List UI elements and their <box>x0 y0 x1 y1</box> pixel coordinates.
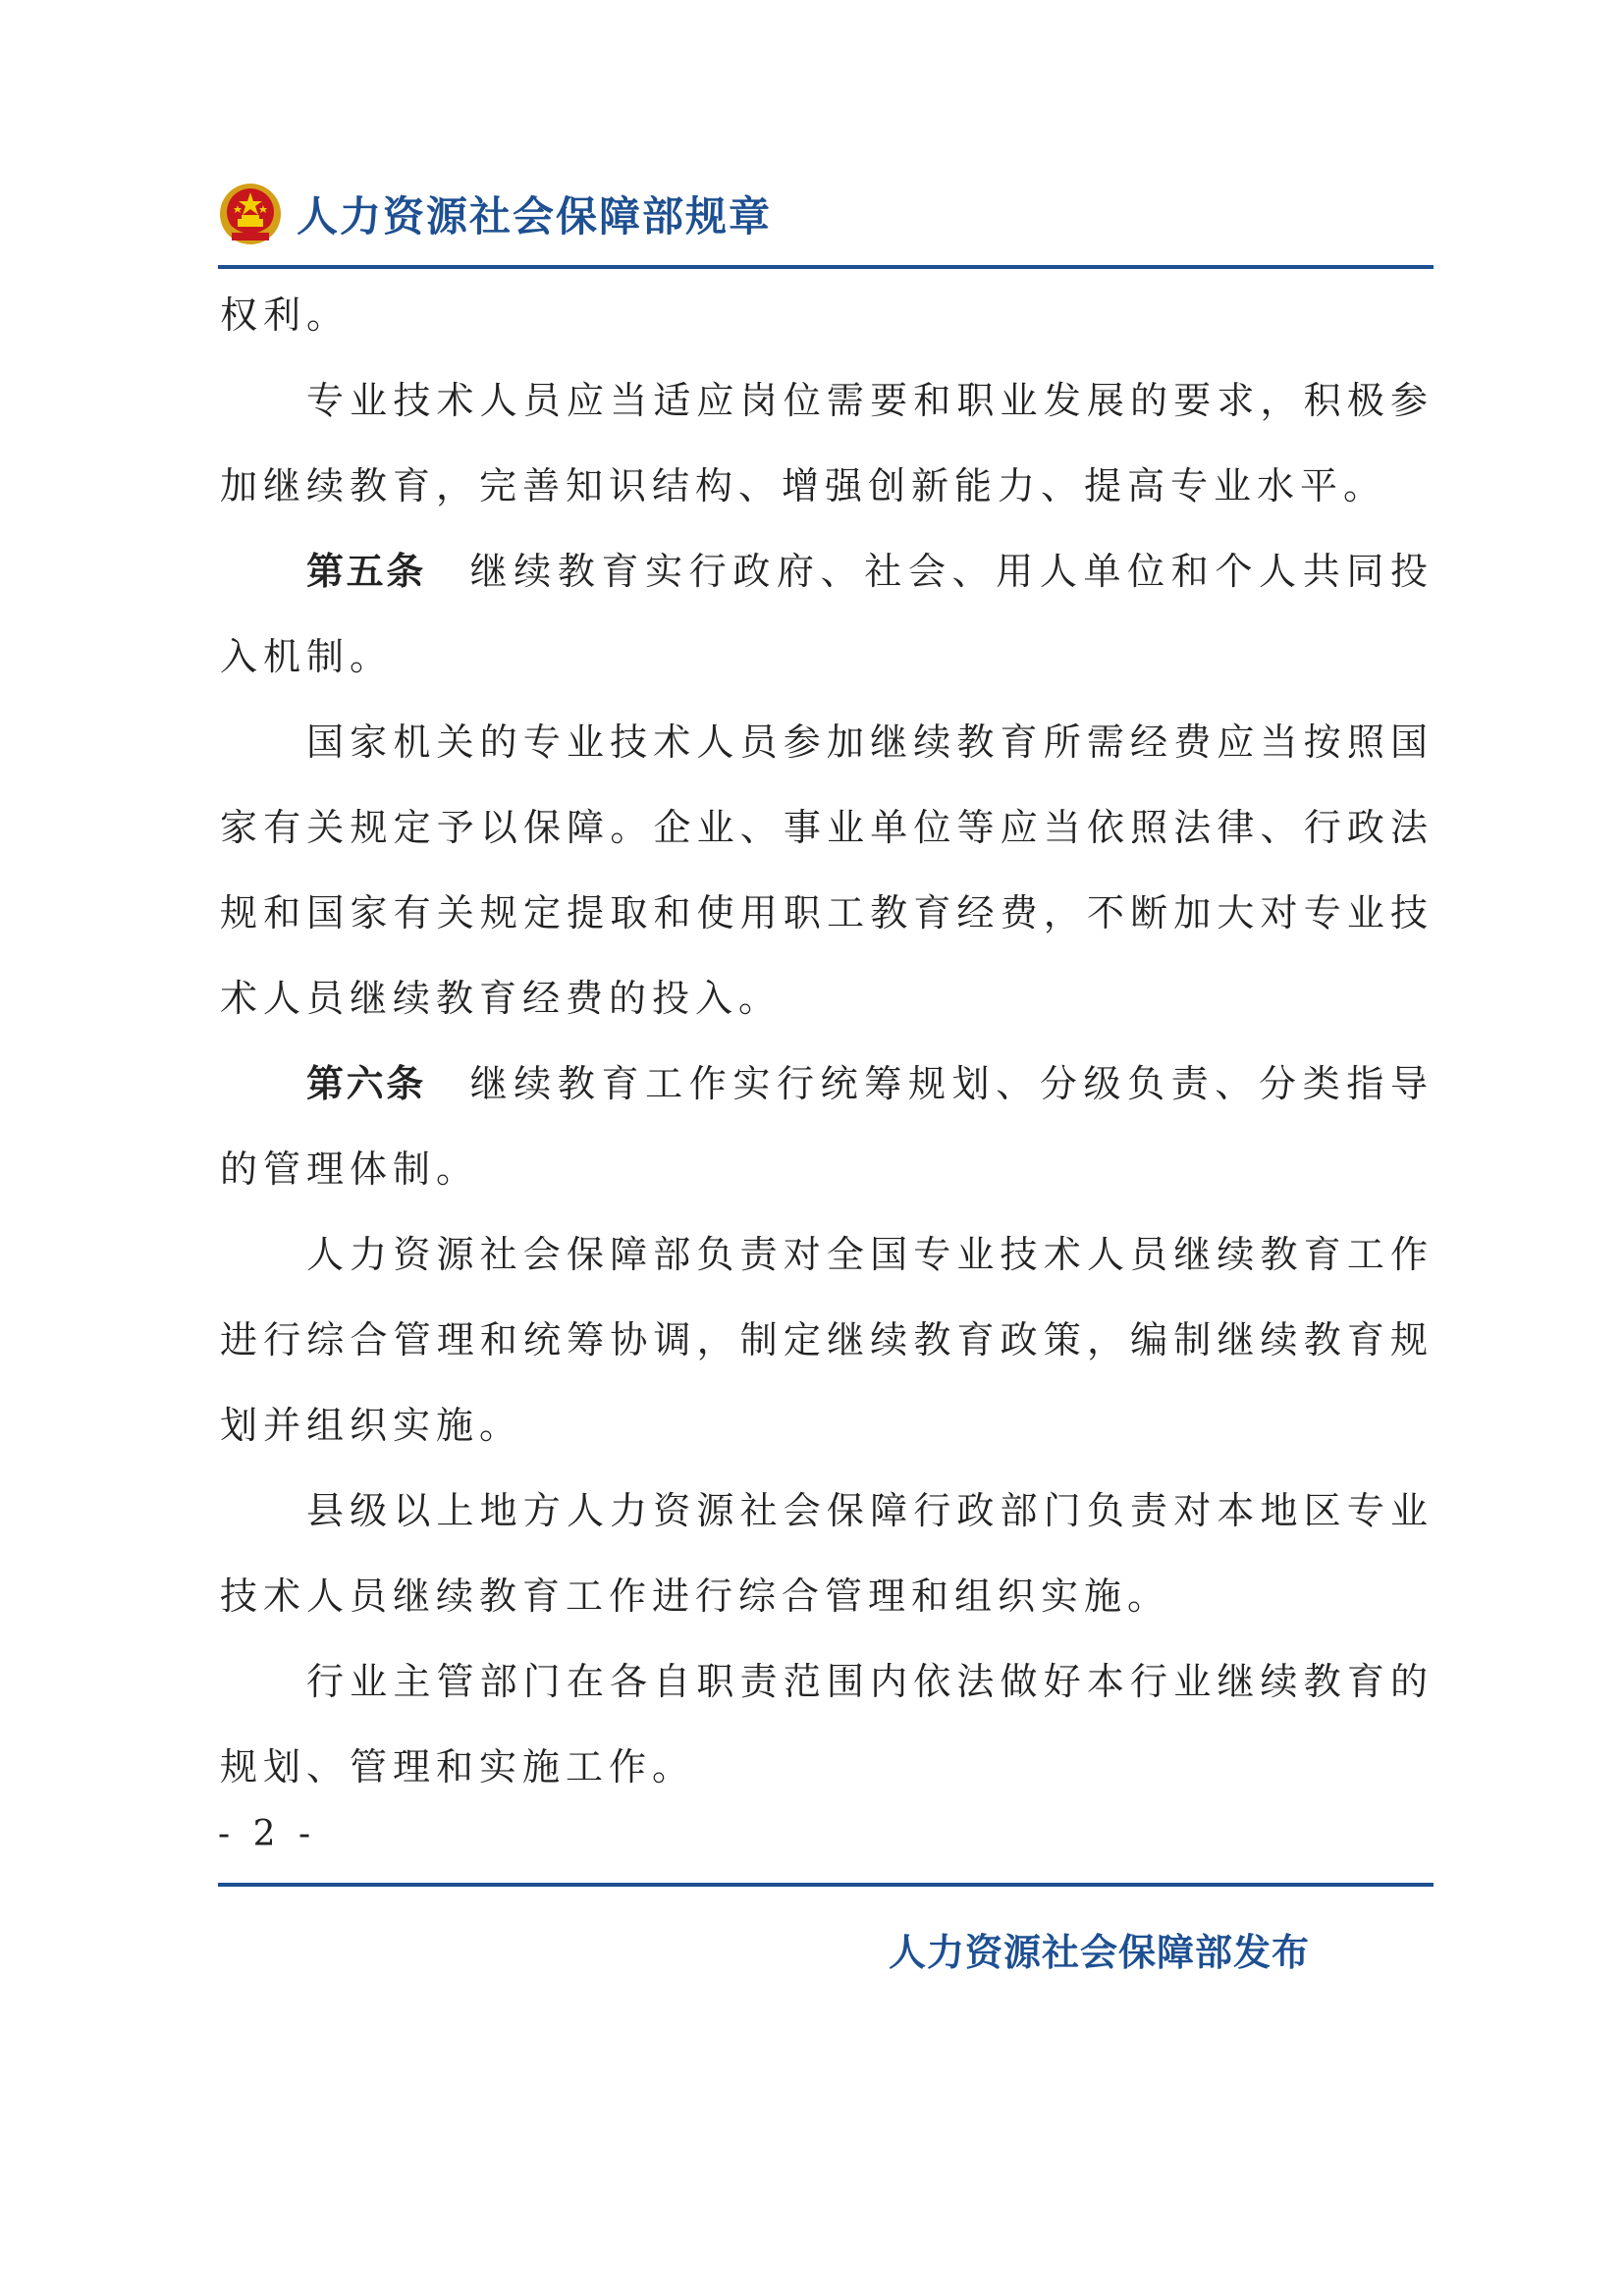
paragraph: 专业技术人员应当适应岗位需要和职业发展的要求，积极参加继续教育，完善知识结构、增强创新能力、提高专业水平。 <box>220 379 1434 507</box>
national-emblem-icon <box>218 182 283 246</box>
publisher-label: 人力资源社会保障部发布 <box>888 1931 1310 1974</box>
paragraph: 县级以上地方人力资源社会保障行政部门负责对本地区专业技术人员继续教育工作进行综合管理和组织实施。 <box>220 1489 1434 1618</box>
page-header <box>218 175 772 253</box>
header-divider <box>218 265 1434 269</box>
page-number: - 2 - <box>218 1814 317 1854</box>
paragraph: 权利。 <box>220 294 351 337</box>
article-text: 继续教育实行政府、社会、用人单位和个人共同投入机制。 <box>220 550 1434 678</box>
paragraph: 国家机关的专业技术人员参加继续教育所需经费应当按照国家有关规定予以保障。企业、事业单位等应当依照法律、行政法规和国家有关规定提取和使用职工教育经费，不断加大对专业技术人员继续教育经费的投入。 <box>220 721 1434 1020</box>
footer-divider <box>218 1883 1434 1887</box>
document-body <box>220 273 1434 1810</box>
paragraph: 人力资源社会保障部负责对全国专业技术人员继续教育工作进行综合管理和统筹协调，制定继续教育政策，编制继续教育规划并组织实施。 <box>220 1233 1434 1447</box>
article-paragraph <box>220 529 1434 700</box>
article-paragraph <box>220 1041 1434 1212</box>
paragraph: 行业主管部门在各自职责范围内依法做好本行业继续教育的规划、管理和实施工作。 <box>220 1660 1434 1789</box>
article-label: 第六条 <box>306 1062 426 1105</box>
article-label: 第五条 <box>306 550 426 593</box>
document-series-title: 人力资源社会保障部规章 <box>297 192 773 240</box>
article-text: 继续教育工作实行统筹规划、分级负责、分类指导的管理体制。 <box>220 1062 1434 1191</box>
